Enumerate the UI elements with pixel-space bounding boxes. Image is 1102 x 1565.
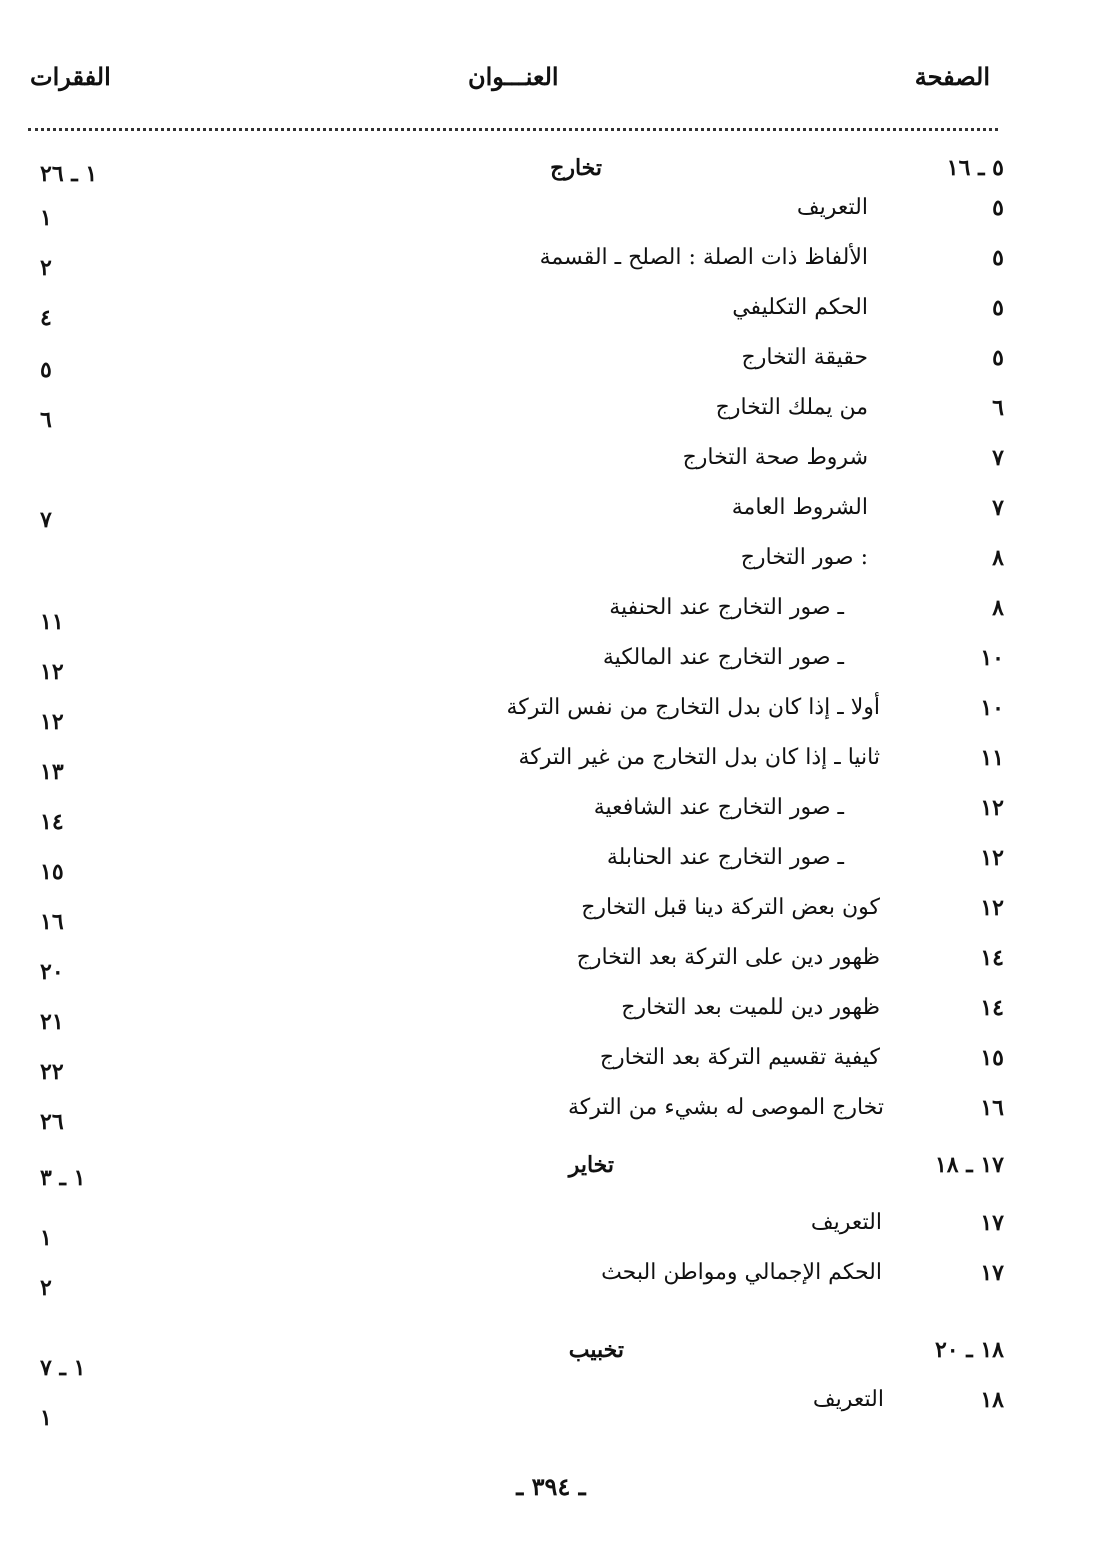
toc-page-number: ١٠ <box>980 695 1004 721</box>
toc-page-number: ٨ <box>992 545 1004 571</box>
toc-row <box>0 288 1102 328</box>
toc-page-number: ١٢ <box>980 845 1004 871</box>
toc-row <box>0 338 1102 378</box>
toc-page-number: ٦ <box>992 395 1004 421</box>
toc-entry-title: ـ صور التخارج عند الشافعية <box>593 795 844 820</box>
toc-paragraph-range: ١٥ <box>40 859 64 885</box>
toc-paragraph-range: ٧ <box>40 507 52 533</box>
toc-page-number: ١٢ <box>980 795 1004 821</box>
toc-paragraph-range: ١ ـ ٧ <box>40 1355 86 1381</box>
toc-entry-title: شروط صحة التخارج <box>682 445 868 470</box>
toc-row <box>0 188 1102 228</box>
toc-entry-title: الشروط العامة <box>731 495 868 520</box>
toc-row <box>0 488 1102 528</box>
toc-entry-title: الحكم التكليفي <box>732 295 868 320</box>
toc-row <box>0 1253 1102 1293</box>
toc-page-number: ٥ <box>992 345 1004 371</box>
toc-paragraph-range: ١١ <box>40 609 64 635</box>
toc-page-number: ١٤ <box>980 945 1004 971</box>
toc-page-number: ١١ <box>980 745 1004 771</box>
toc-paragraph-range: ١ ـ ٣ <box>40 1165 86 1191</box>
toc-paragraph-range: ٥ <box>40 357 52 383</box>
toc-paragraph-range: ٢١ <box>40 1009 64 1035</box>
toc-row <box>0 588 1102 628</box>
toc-paragraph-range: ٢ <box>40 255 52 281</box>
toc-entry-title: كون بعض التركة دينا قبل التخارج <box>581 895 880 920</box>
toc-page-number: ١٧ <box>980 1210 1004 1236</box>
toc-row <box>0 888 1102 928</box>
toc-page-number: ١٨ <box>980 1387 1004 1413</box>
toc-row <box>0 688 1102 728</box>
toc-paragraph-range: ٢٢ <box>40 1059 64 1085</box>
toc-row <box>0 148 1102 188</box>
toc-entry-title: من يملك التخارج <box>715 395 868 420</box>
toc-row <box>0 988 1102 1028</box>
toc-row <box>0 638 1102 678</box>
toc-page-number: ٥ <box>992 195 1004 221</box>
toc-entry-title: ثانيا ـ إذا كان بدل التخارج من غير التركة <box>518 745 880 770</box>
toc-paragraph-range: ١٣ <box>40 759 64 785</box>
toc-page-number: ٧ <box>992 495 1004 521</box>
toc-entry-title: ـ صور التخارج عند الحنفية <box>609 595 844 620</box>
toc-row <box>0 738 1102 778</box>
toc-row <box>0 788 1102 828</box>
toc-paragraph-range: ١ <box>40 205 52 231</box>
toc-page-number: ١٥ <box>980 1045 1004 1071</box>
toc-entry-title: ـ صور التخارج عند الحنابلة <box>606 845 844 870</box>
paragraphs-column-header: الفقرات <box>30 62 111 91</box>
toc-page-number: ١٦ <box>980 1095 1004 1121</box>
toc-paragraph-range: ٢٠ <box>40 959 64 985</box>
page-number: ـ ٣٩٤ ـ <box>516 1472 586 1501</box>
toc-row <box>0 538 1102 578</box>
toc-row <box>0 388 1102 428</box>
toc-section-heading: تخارج <box>550 155 602 181</box>
toc-paragraph-range: ١٢ <box>40 709 64 735</box>
toc-page-number: ٧ <box>992 445 1004 471</box>
toc-paragraph-range: ١ <box>40 1225 52 1251</box>
toc-page-number: ٥ ـ ١٦ <box>946 155 1004 181</box>
toc-entry-title: كيفية تقسيم التركة بعد التخارج <box>599 1045 880 1070</box>
toc-entry-title: التعريف <box>810 1210 882 1235</box>
toc-paragraph-range: ١٢ <box>40 659 64 685</box>
toc-row <box>0 1330 1102 1370</box>
toc-entry-title: ظهور دين للميت بعد التخارج <box>621 995 880 1020</box>
toc-entry-title: الألفاظ ذات الصلة : الصلح ـ القسمة <box>539 245 868 270</box>
toc-paragraph-range: ١ ـ ٢٦ <box>40 161 98 187</box>
toc-entry-title: أولا ـ إذا كان بدل التخارج من نفس التركة <box>506 695 880 720</box>
toc-entry-title: صور التخارج : <box>740 545 868 570</box>
toc-entry-title: ـ صور التخارج عند المالكية <box>602 645 844 670</box>
toc-section-heading: تخاير <box>568 1152 614 1178</box>
toc-row <box>0 238 1102 278</box>
toc-page-number: ١٠ <box>980 645 1004 671</box>
toc-section-heading: تخبيب <box>568 1337 624 1363</box>
toc-page-number: ١٢ <box>980 895 1004 921</box>
toc-row <box>0 438 1102 478</box>
toc-row <box>0 938 1102 978</box>
toc-page-number: ١٨ ـ ٢٠ <box>934 1337 1004 1363</box>
toc-paragraph-range: ٢ <box>40 1275 52 1301</box>
toc-paragraph-range: ٢٦ <box>40 1109 64 1135</box>
toc-entry-title: التعريف <box>796 195 868 220</box>
toc-page-number: ١٤ <box>980 995 1004 1021</box>
toc-paragraph-range: ١٤ <box>40 809 64 835</box>
toc-paragraph-range: ١ <box>40 1405 52 1431</box>
toc-entry-title: الحكم الإجمالي ومواطن البحث <box>601 1260 882 1285</box>
toc-entry-title: حقيقة التخارج <box>741 345 868 370</box>
toc-paragraph-range: ١٦ <box>40 909 64 935</box>
toc-page-number: ١٧ <box>980 1260 1004 1286</box>
toc-row <box>0 1145 1102 1185</box>
toc-row <box>0 1380 1102 1420</box>
toc-entry-title: ظهور دين على التركة بعد التخارج <box>576 945 880 970</box>
toc-row <box>0 1203 1102 1243</box>
toc-row <box>0 1038 1102 1078</box>
toc-page-number: ١٧ ـ ١٨ <box>934 1152 1004 1178</box>
page-column-header: الصفحة <box>914 62 990 91</box>
toc-entry-title: تخارج الموصى له بشيء من التركة <box>567 1095 884 1120</box>
toc-row <box>0 1088 1102 1128</box>
toc-row <box>0 838 1102 878</box>
toc-paragraph-range: ٦ <box>40 407 52 433</box>
toc-page-number: ٥ <box>992 245 1004 271</box>
toc-paragraph-range: ٤ <box>40 305 52 331</box>
header-divider <box>28 128 998 131</box>
toc-entry-title: التعريف <box>812 1387 884 1412</box>
toc-page-number: ٥ <box>992 295 1004 321</box>
title-column-header: العنـــوان <box>468 62 559 91</box>
toc-page-number: ٨ <box>992 595 1004 621</box>
